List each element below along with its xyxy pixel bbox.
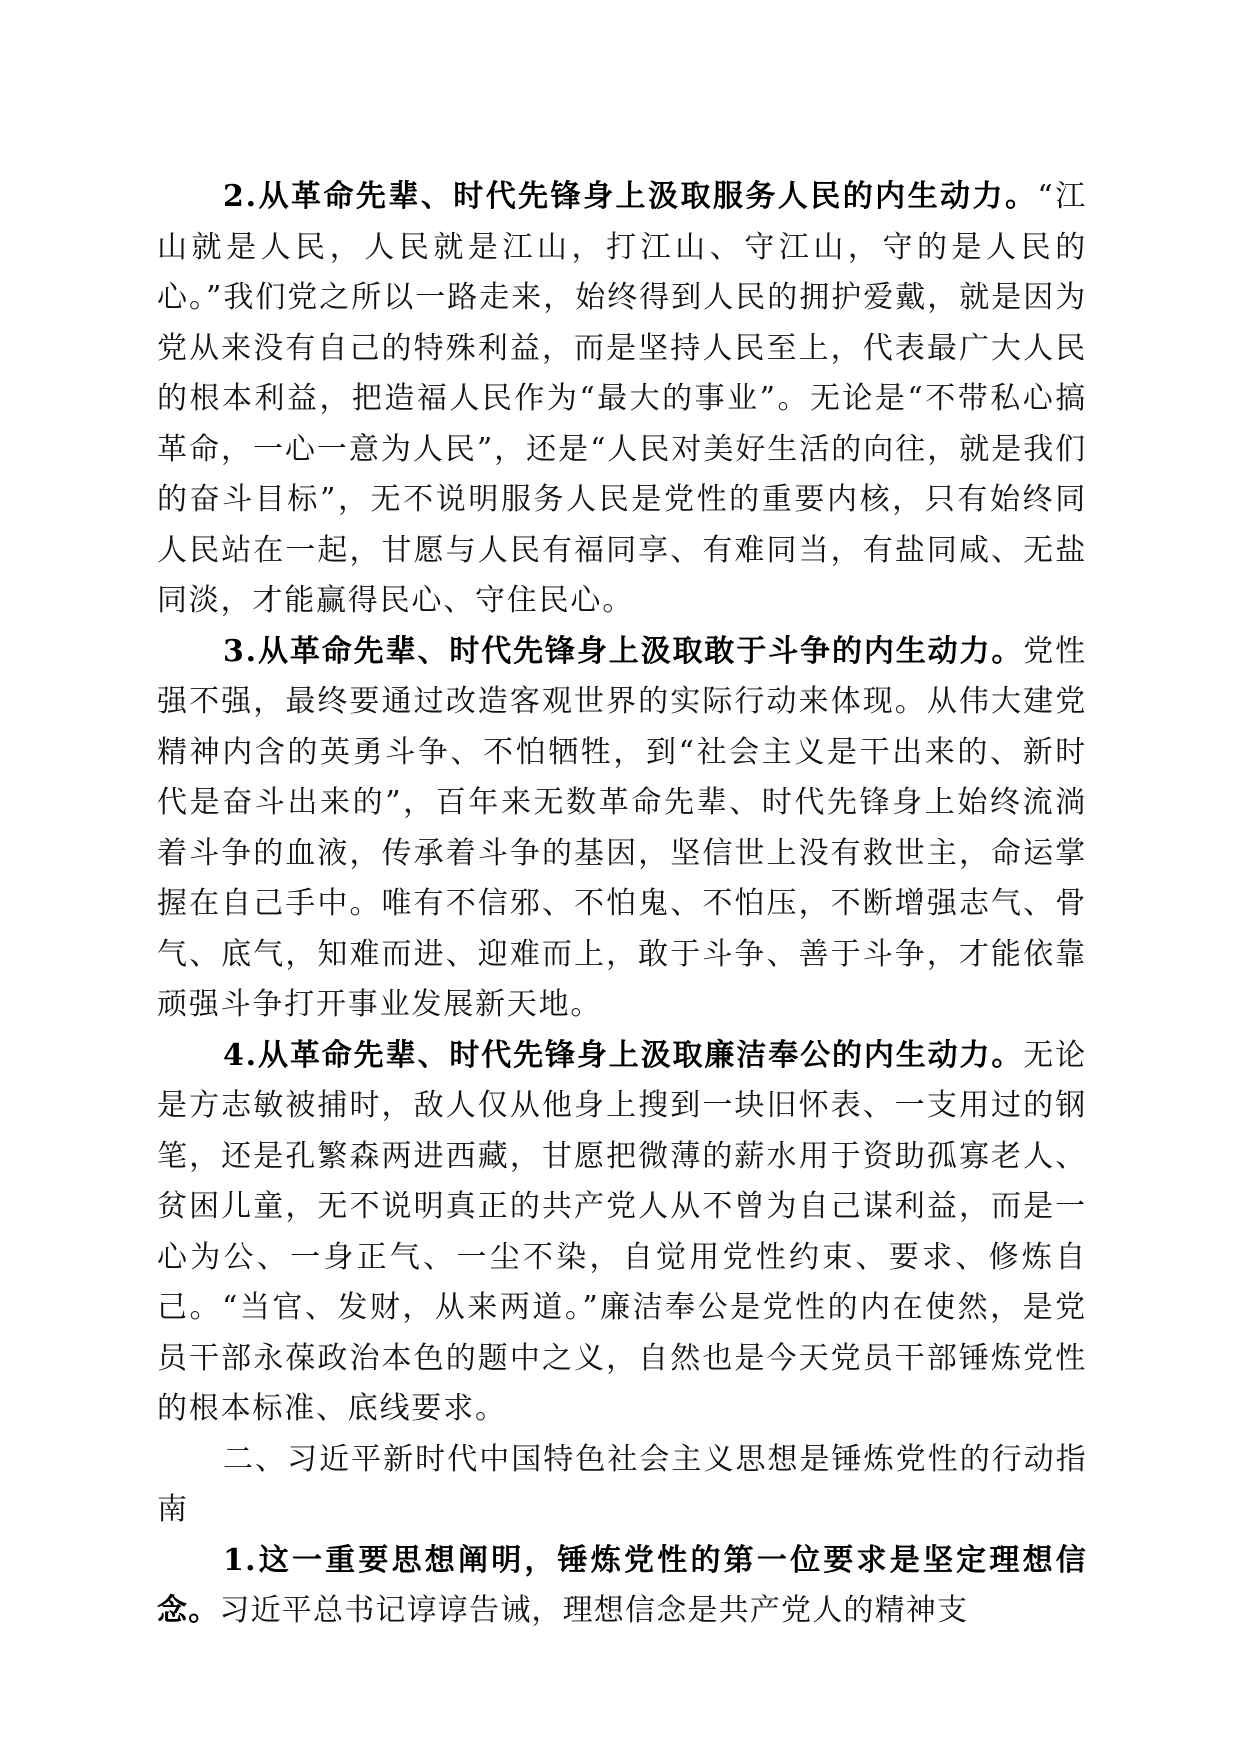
paragraph-lead: 1.这一重要思想阐明，锤炼党性的第一位要求是坚定理想信念。	[157, 1542, 1087, 1628]
paragraph-dare-to-struggle	[157, 627, 1087, 1031]
paragraph-text: “江山就是人民，人民就是江山，打江山、守江山，守的是人民的心。”我们党之所以一路走来，始终得到人民的拥护爱戴，就是因为党从来没有自己的特殊利益，而是坚持人民至上，代表最广大人民的根本利益，把造福人民作为“最大的事业”。无论是“不带私心搞革命，一心一意为人民”，还是“人民对美好生活的向往，就是我们的奋斗目标”，无不说明服务人民是党性的重要内核，只有始终同人民站在一起，甘愿与人民有福同享、有难同当，有盐同咸、无盐同淡，才能赢得民心、守住民心。	[157, 179, 1087, 618]
paragraph-text: 无论是方志敏被捕时，敌人仅从他身上搜到一块旧怀表、一支用过的钢笔，还是孔繁森两进西藏，甘愿把微薄的薪水用于资助孤寡老人、贫困儿童，无不说明真正的共产党人从不曾为自己谋利益，而是一心为公、一身正气、一尘不染，自觉用党性约束、要求、修炼自己。“当官、发财，从来两道。”廉洁奉公是党性的内在使然，是党员干部永葆政治本色的题中之义，自然也是今天党员干部锤炼党性的根本标准、底线要求。	[157, 1037, 1087, 1426]
paragraph-lead: 3.从革命先辈、时代先锋身上汲取敢于斗争的内生动力。	[223, 633, 1024, 669]
paragraph-lead: 4.从革命先辈、时代先锋身上汲取廉洁奉公的内生动力。	[223, 1037, 1024, 1073]
paragraph-text: 习近平总书记谆谆告诫，理想信念是共产党人的精神支	[219, 1593, 969, 1628]
document-body	[157, 172, 1087, 1637]
paragraph-lead: 2.从革命先辈、时代先锋身上汲取服务人民的内生动力。	[223, 179, 1038, 214]
paragraph-ideals-beliefs	[157, 1536, 1087, 1637]
paragraph-text: 党性强不强，最终要通过改造客观世界的实际行动来体现。从伟大建党精神内含的英勇斗争、不怕牺牲，到“社会主义是干出来的、新时代是奋斗出来的”，百年来无数革命先辈、时代先锋身上始终流淌着斗争的血液，传承着斗争的基因，坚信世上没有救世主，命运掌握在自己手中。唯有不信邪、不怕鬼、不怕压，不断增强志气、骨气、底气，知难而进、迎难而上，敢于斗争、善于斗争，才能依靠顽强斗争打开事业发展新天地。	[157, 633, 1087, 1022]
paragraph-integrity	[157, 1031, 1087, 1435]
paragraph-serve-people	[157, 172, 1087, 627]
section-heading-text: 二、习近平新时代中国特色社会主义思想是锤炼党性的行动指南	[157, 1441, 1087, 1527]
section-heading-two	[157, 1435, 1087, 1536]
